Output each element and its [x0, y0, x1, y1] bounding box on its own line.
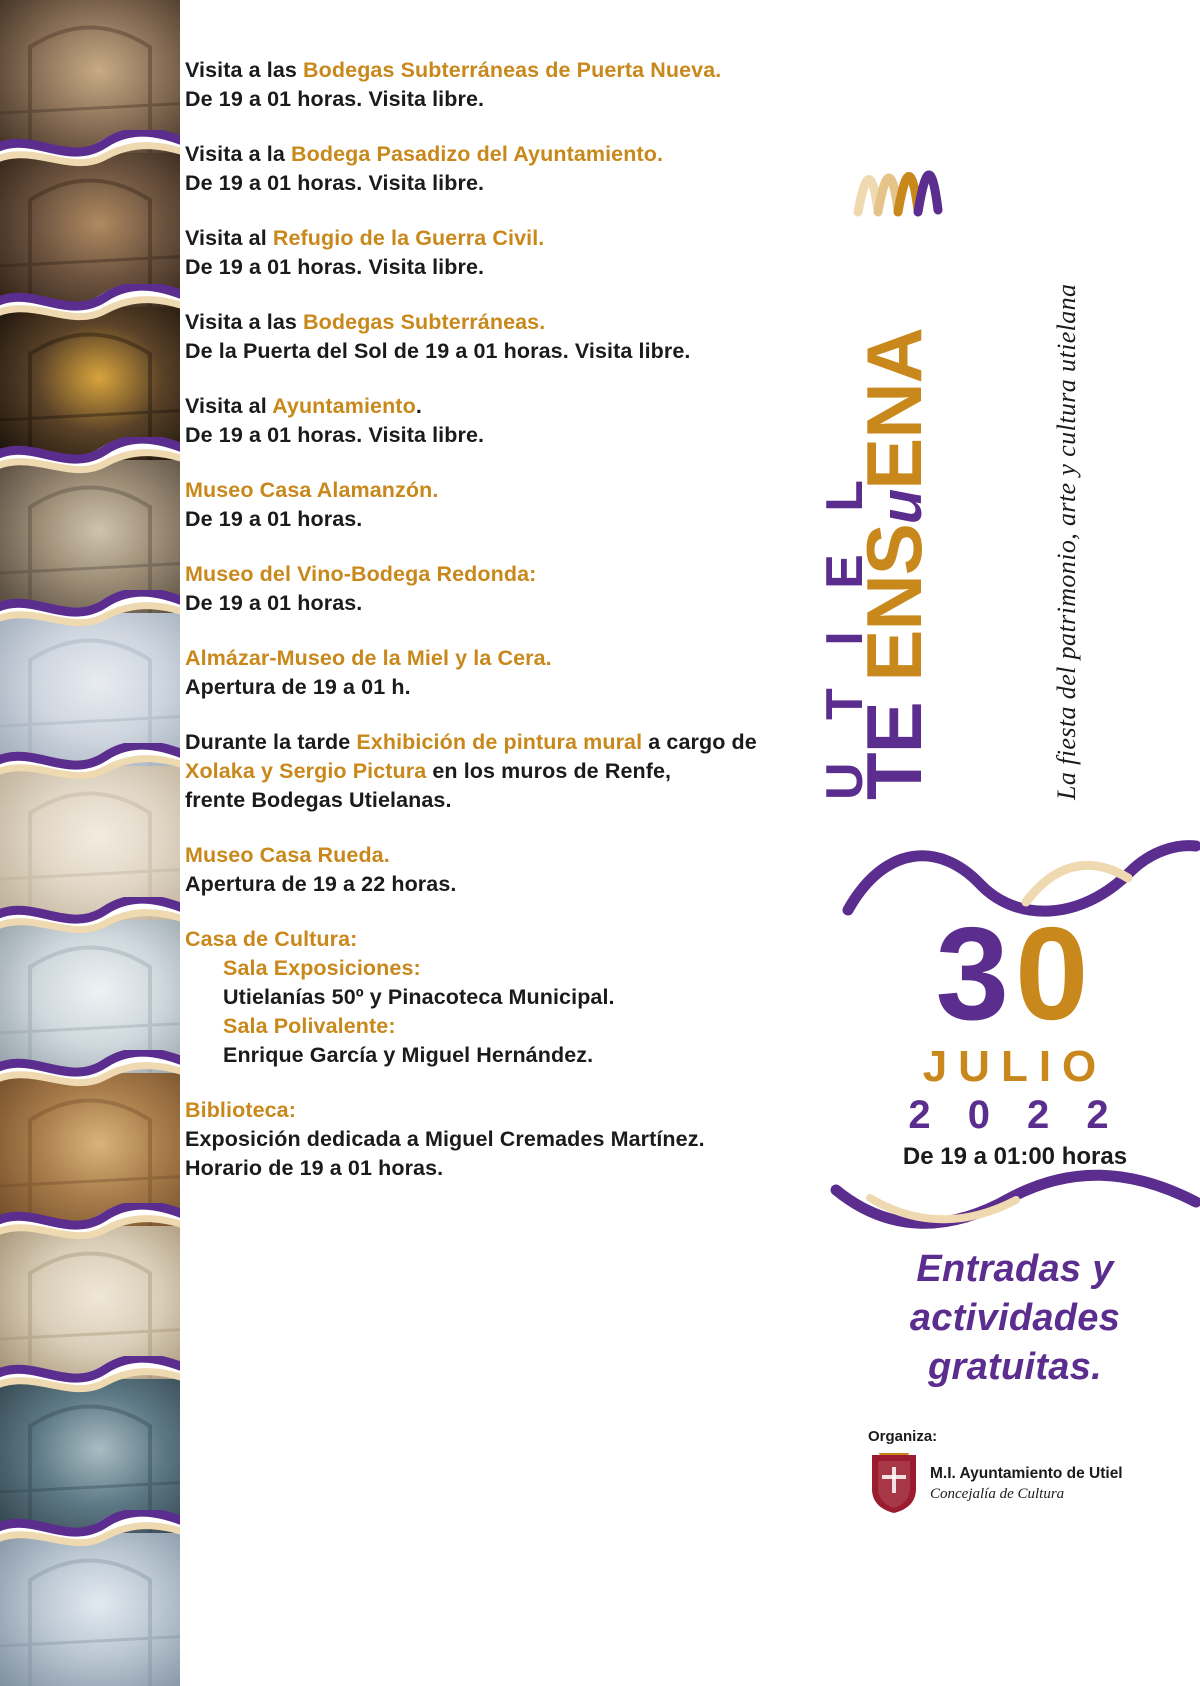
- photo-texture: [0, 1073, 180, 1230]
- program-entry-bodega-pasadizo: [185, 140, 835, 198]
- program-text: De 19 a 01 horas. Visita libre.: [185, 255, 485, 279]
- organizer-name: M.I. Ayuntamiento de Utiel: [930, 1465, 1123, 1482]
- photo-texture: [0, 613, 180, 770]
- program-line: [185, 224, 835, 253]
- program-line: [185, 1125, 835, 1154]
- brand-word-ens: ENS: [850, 524, 938, 682]
- program-text: Apertura de 19 a 01 h.: [185, 675, 411, 699]
- program-entry-museo-vino-bodega-redonda: [185, 560, 835, 618]
- program-line: [185, 644, 835, 673]
- program-entry-bodegas-puerta-nueva: [185, 56, 835, 114]
- photo-texture: [0, 920, 180, 1077]
- program-entry-museo-casa-alamanzon: [185, 476, 835, 534]
- program-line: [185, 1041, 835, 1070]
- photo-texture: [0, 1379, 180, 1536]
- program-highlight-text: Casa de Cultura:: [185, 927, 358, 951]
- brand-word-su: u: [869, 489, 934, 525]
- program-highlight-text: Museo Casa Rueda.: [185, 843, 390, 867]
- brand-word-te: TE: [850, 681, 938, 800]
- photo-casa-cultura: [0, 1533, 180, 1686]
- program-text: De la Puerta del Sol de 19 a 01 horas. Visita libre.: [185, 339, 691, 363]
- brand-logo-block: [816, 0, 1200, 840]
- program-text: De 19 a 01 horas. Visita libre.: [185, 87, 485, 111]
- photo-tunnel: [0, 307, 180, 464]
- program-highlight-text: Ayuntamiento: [272, 394, 416, 418]
- program-highlight-text: Museo Casa Alamanzón.: [185, 478, 439, 502]
- program-text: Visita a las: [185, 310, 304, 334]
- program-text: Exposición dedicada a Miguel Cremades Martínez.: [185, 1127, 705, 1151]
- program-highlight-text: Exhibición de pintura mural: [356, 730, 643, 754]
- brand-word-teensuena: [849, 328, 940, 800]
- free-entry-line-1: Entradas y: [916, 1248, 1114, 1290]
- photo-almazara: [0, 1073, 180, 1230]
- program-text: De 19 a 01 horas. Visita libre.: [185, 171, 485, 195]
- free-entry-line-2: actividades: [909, 1297, 1121, 1339]
- photo-cooperativa: [0, 1226, 180, 1383]
- program-entry-biblioteca: [185, 1096, 835, 1183]
- program-highlight-text: Refugio de la Guerra Civil.: [272, 226, 545, 250]
- program-line: [185, 757, 835, 786]
- program-line: [185, 140, 835, 169]
- program-highlight-text: Bodegas Subterráneas.: [303, 310, 546, 334]
- event-day-digit-2: 0: [1015, 900, 1095, 1047]
- program-text: a cargo de: [642, 730, 757, 754]
- event-month: JULIO: [922, 1042, 1108, 1091]
- program-text: Visita a la: [185, 142, 291, 166]
- program-text: De 19 a 01 horas.: [185, 591, 363, 615]
- program-line: [185, 728, 835, 757]
- program-text: Utielanías 50º y Pinacoteca Municipal.: [223, 985, 615, 1009]
- program-entry-ayuntamiento: [185, 392, 835, 450]
- program-line: [185, 308, 835, 337]
- program-line: [185, 476, 835, 505]
- free-entry-line-3: gratuitas.: [927, 1346, 1103, 1388]
- program-text: Durante la tarde: [185, 730, 357, 754]
- program-line: [185, 253, 835, 282]
- program-text: Visita al: [185, 226, 273, 250]
- organizer-block: [868, 1428, 1198, 1515]
- photo-texture: [0, 153, 180, 310]
- organizer-label: Organiza:: [868, 1428, 938, 1445]
- photo-texture: [0, 766, 180, 923]
- city-coat-of-arms-icon: [868, 1453, 920, 1515]
- photo-strip: [0, 0, 180, 1686]
- program-text: Visita al: [185, 394, 273, 418]
- brand-word-ena: ENA: [850, 328, 938, 490]
- program-line: [185, 560, 835, 589]
- program-entry-casa-de-cultura: [185, 925, 835, 1070]
- program-entry-museo-casa-rueda: [185, 841, 835, 899]
- brand-wave-mark-icon: [852, 150, 972, 230]
- photo-texture: [0, 0, 180, 157]
- program-line: [185, 841, 835, 870]
- program-highlight-text: Biblioteca:: [185, 1098, 297, 1122]
- program-entry-exhibicion-pintura-mural: [185, 728, 835, 815]
- program-line: [185, 169, 835, 198]
- photo-cellar-door: [0, 153, 180, 310]
- photo-texture: [0, 460, 180, 617]
- photo-casa-rueda: [0, 1379, 180, 1536]
- free-entry-note: [830, 1245, 1200, 1392]
- program-line: [185, 1012, 835, 1041]
- program-text: en los muros de Renfe,: [426, 759, 672, 783]
- event-year: 2 0 2 2: [908, 1093, 1122, 1137]
- photo-texture: [0, 1226, 180, 1383]
- program-line: [185, 983, 835, 1012]
- program-text: De 19 a 01 horas.: [185, 507, 363, 531]
- program-line: [185, 954, 835, 983]
- program-text: Enrique García y Miguel Hernández.: [223, 1043, 594, 1067]
- program-highlight-text: Sala Polivalente:: [223, 1014, 396, 1038]
- program-line: [185, 392, 835, 421]
- photo-vault: [0, 460, 180, 617]
- brand-tagline: La fiesta del patrimonio, arte y cultura utielana: [1052, 283, 1081, 800]
- date-bottom-wave-decoration: [830, 1168, 1200, 1238]
- program-text: .: [415, 394, 422, 418]
- program-entry-almazar-museo-miel-cera: [185, 644, 835, 702]
- event-hours: De 19 a 01:00 horas: [902, 1143, 1128, 1170]
- program-line: [185, 870, 835, 899]
- photo-bodegas-arches: [0, 0, 180, 157]
- organizer-row: [868, 1453, 1198, 1515]
- program-highlight-text: Xolaka y Sergio Pictura: [185, 759, 427, 783]
- photo-texture: [0, 1533, 180, 1686]
- program-list: [185, 56, 835, 1209]
- program-highlight-text: Museo del Vino-Bodega Redonda:: [185, 562, 537, 586]
- photo-ayuntamiento: [0, 613, 180, 770]
- program-text: Horario de 19 a 01 horas.: [185, 1156, 444, 1180]
- program-line: [185, 85, 835, 114]
- program-text: frente Bodegas Utielanas.: [185, 788, 452, 812]
- program-text: Visita a las: [185, 58, 304, 82]
- event-day-digit-1: 3: [935, 900, 1015, 1047]
- organizer-text: [930, 1464, 1123, 1504]
- program-line: [185, 925, 835, 954]
- program-line: [185, 56, 835, 85]
- program-entry-refugio-guerra-civil: [185, 224, 835, 282]
- photo-museo-casa: [0, 766, 180, 923]
- program-highlight-text: Almázar-Museo de la Miel y la Cera.: [185, 646, 552, 670]
- program-highlight-text: Bodega Pasadizo del Ayuntamiento.: [290, 142, 664, 166]
- organizer-department: Concejalía de Cultura: [930, 1486, 1065, 1502]
- program-text: Apertura de 19 a 22 horas.: [185, 872, 457, 896]
- program-line: [185, 421, 835, 450]
- program-line: [185, 786, 835, 815]
- photo-bodega-redonda: [0, 920, 180, 1077]
- program-line: [185, 337, 835, 366]
- program-line: [185, 1096, 835, 1125]
- program-highlight-text: Bodegas Subterráneas de Puerta Nueva.: [303, 58, 722, 82]
- program-line: [185, 1154, 835, 1183]
- program-line: [185, 673, 835, 702]
- program-line: [185, 505, 835, 534]
- program-highlight-text: Sala Exposiciones:: [223, 956, 421, 980]
- program-line: [185, 589, 835, 618]
- date-block: [830, 840, 1200, 1200]
- event-day: [830, 900, 1200, 1047]
- right-panel: [816, 0, 1200, 1686]
- program-text: De 19 a 01 horas. Visita libre.: [185, 423, 485, 447]
- photo-texture: [0, 307, 180, 464]
- brand-word-utiel: U T I E L: [816, 466, 874, 800]
- program-entry-bodegas-subterraneas: [185, 308, 835, 366]
